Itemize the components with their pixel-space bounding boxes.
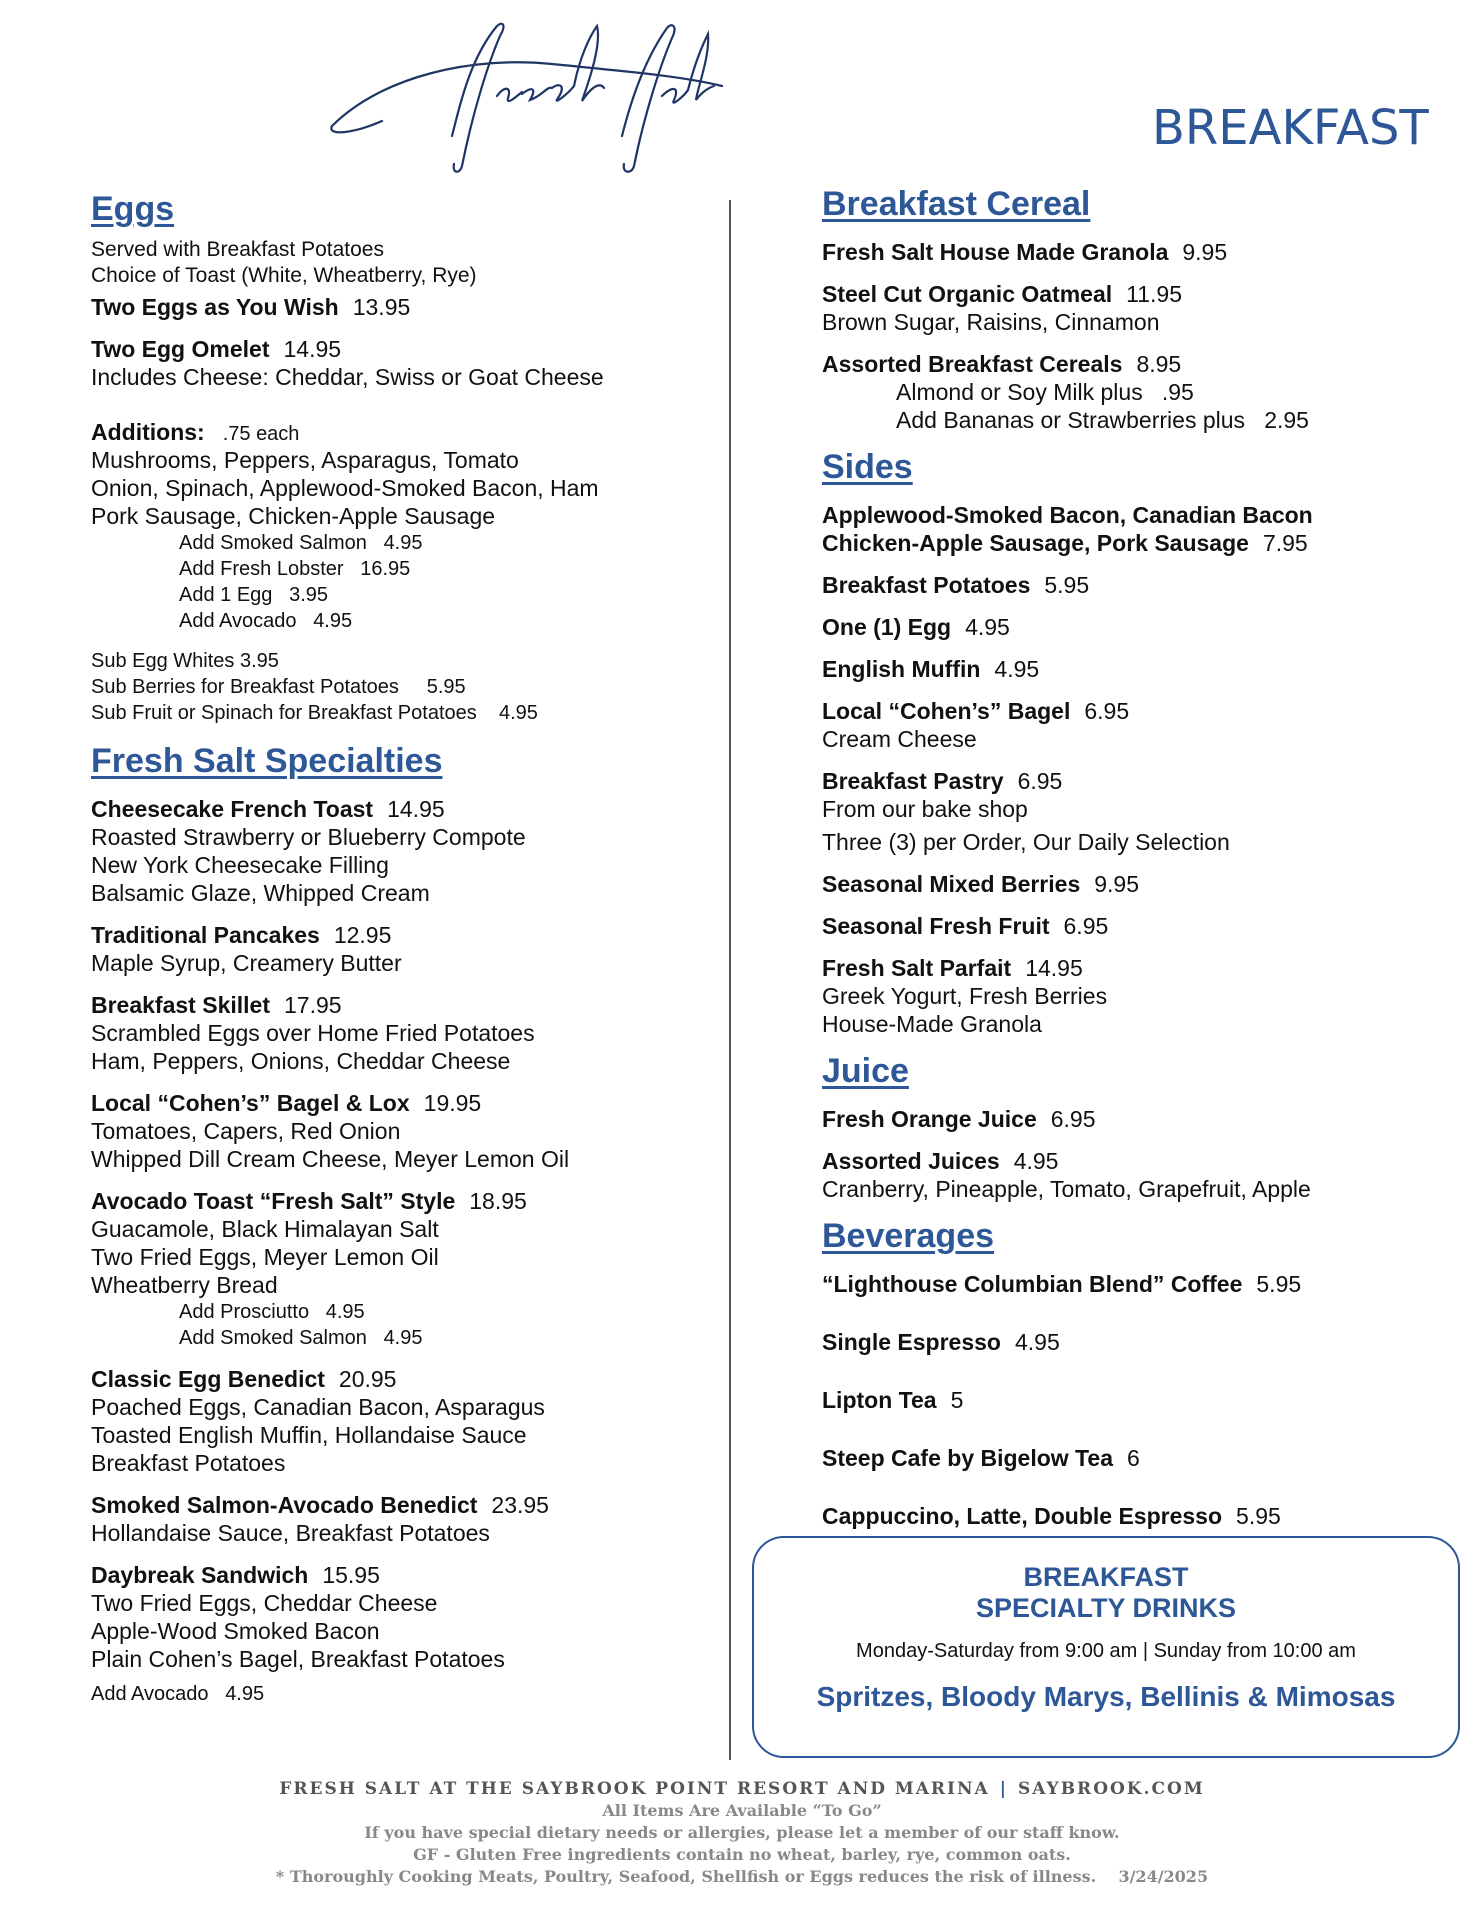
item-price: 17.95 [283, 992, 342, 1018]
menu-item [91, 921, 701, 977]
item-price: 6.95 [1084, 698, 1130, 724]
item-name: Classic Egg Benedict [91, 1366, 325, 1392]
add-on: Add Smoked Salmon 4.95 [179, 532, 423, 554]
extra-add-on: Add Avocado 4.95 [91, 1683, 265, 1705]
item-price: 20.95 [338, 1366, 397, 1392]
item-name: Avocado Toast “Fresh Salt” Style [91, 1188, 456, 1214]
item-desc: Two Fried Eggs, Cheddar Cheese [91, 1590, 438, 1616]
item-desc: Tomatoes, Capers, Red Onion [91, 1118, 401, 1144]
add-on: Add Fresh Lobster 16.95 [179, 558, 411, 580]
item-price: 8.95 [1136, 351, 1182, 377]
menu-item [822, 280, 1422, 336]
item-desc: Maple Syrup, Creamery Butter [91, 950, 402, 976]
item-price: 6.95 [1017, 768, 1063, 794]
item-name: Breakfast Pastry [822, 768, 1004, 794]
juice-heading: Juice [822, 1052, 909, 1090]
menu-item [91, 293, 701, 321]
box-drinks: Spritzes, Bloody Marys, Bellinis & Mimosas [816, 1681, 1396, 1712]
additions-line: Onion, Spinach, Applewood-Smoked Bacon, Ham [91, 475, 599, 501]
menu-item [822, 613, 1422, 641]
item-name: Fresh Salt Parfait [822, 955, 1012, 981]
item-name: Single Espresso [822, 1329, 1001, 1355]
item-name: Steel Cut Organic Oatmeal [822, 281, 1113, 307]
item-desc: Apple-Wood Smoked Bacon [91, 1618, 380, 1644]
item-name: Local “Cohen’s” Bagel & Lox [91, 1090, 410, 1116]
item-name: Steep Cafe by Bigelow Tea [822, 1445, 1113, 1471]
item-desc: Toasted English Muffin, Hollandaise Sauce [91, 1422, 527, 1448]
menu-item [822, 1270, 1422, 1298]
menu-item [822, 501, 1422, 557]
additions-label: Additions: [91, 419, 205, 445]
add-on: Almond or Soy Milk plus .95 [896, 379, 1194, 405]
item-name: Smoked Salmon-Avocado Benedict [91, 1492, 478, 1518]
box-title: SPECIALTY DRINKS [975, 1593, 1237, 1623]
item-name: Seasonal Mixed Berries [822, 871, 1081, 897]
additions-line: Mushrooms, Peppers, Asparagus, Tomato [91, 447, 519, 473]
item-name: Cheesecake French Toast [91, 796, 374, 822]
menu-item [822, 870, 1422, 898]
item-desc: Three (3) per Order, Our Daily Selection [822, 829, 1230, 855]
cereal-heading: Breakfast Cereal [822, 185, 1091, 223]
item-price: 14.95 [1025, 955, 1083, 981]
item-price: 6 [1126, 1445, 1140, 1471]
footer-warning: * Thoroughly Cooking Meats, Poultry, Seafood, Shellfish or Eggs reduces the risk of illness. [275, 1867, 1097, 1886]
item-name: English Muffin [822, 656, 981, 682]
item-desc: Breakfast Potatoes [91, 1450, 286, 1476]
menu-item [91, 1365, 701, 1477]
item-name: “Lighthouse Columbian Blend” Coffee [822, 1271, 1243, 1297]
sub-line: Sub Berries for Breakfast Potatoes 5.95 [91, 676, 466, 698]
item-price: 15.95 [322, 1562, 380, 1588]
menu-item [822, 1147, 1422, 1203]
item-desc: Wheatberry Bread [91, 1272, 278, 1298]
item-desc: Roasted Strawberry or Blueberry Compote [91, 824, 526, 850]
item-desc: New York Cheesecake Filling [91, 852, 389, 878]
item-price: 13.95 [352, 294, 411, 320]
page-title: BREAKFAST [1152, 100, 1429, 156]
menu-item [91, 991, 701, 1075]
footer-gf: GF - Gluten Free ingredients contain no wheat, barley, rye, common oats. [413, 1845, 1071, 1864]
item-desc: Hollandaise Sauce, Breakfast Potatoes [91, 1520, 490, 1546]
item-name: One (1) Egg [822, 614, 952, 640]
item-desc: Greek Yogurt, Fresh Berries [822, 983, 1108, 1009]
item-price: 5.95 [1236, 1503, 1281, 1529]
menu-item [822, 350, 1422, 434]
beverages-heading: Beverages [822, 1217, 995, 1255]
item-price: 23.95 [491, 1492, 549, 1518]
item-name: Two Eggs as You Wish [91, 294, 339, 320]
menu-item [822, 1105, 1422, 1133]
specialties-heading: Fresh Salt Specialties [91, 742, 443, 780]
item-desc: Ham, Peppers, Onions, Cheddar Cheese [91, 1048, 511, 1074]
box-title: BREAKFAST [1023, 1562, 1189, 1592]
menu-item [91, 795, 701, 907]
item-name: Breakfast Skillet [91, 992, 270, 1018]
eggs-note: Served with Breakfast Potatoes [91, 238, 384, 261]
menu-item [822, 238, 1422, 266]
item-price: 9.95 [1094, 871, 1139, 897]
sub-line: Sub Fruit or Spinach for Breakfast Potatoes 4.95 [91, 702, 538, 724]
left-column [91, 190, 701, 1707]
item-name: Daybreak Sandwich [91, 1562, 309, 1588]
item-price: 5.95 [1044, 572, 1090, 598]
menu-item [822, 954, 1422, 1038]
item-name: Chicken-Apple Sausage, Pork Sausage [822, 530, 1249, 556]
item-price: 5.95 [1256, 1271, 1302, 1297]
item-price: 18.95 [469, 1188, 527, 1214]
fresh-salt-logo [322, 16, 732, 176]
item-name: Local “Cohen’s” Bagel [822, 698, 1071, 724]
item-name: Assorted Breakfast Cereals [822, 351, 1123, 377]
footer-warning-line [0, 1866, 1484, 1888]
item-price: 4.95 [965, 614, 1010, 640]
footer-to-go: All Items Are Available “To Go” [602, 1801, 882, 1820]
sub-line: Sub Egg Whites 3.95 [91, 650, 279, 672]
add-on: Add Bananas or Strawberries plus 2.95 [896, 407, 1309, 433]
column-divider [729, 200, 731, 1760]
menu-item [822, 1444, 1422, 1472]
item-desc: Brown Sugar, Raisins, Cinnamon [822, 309, 1160, 335]
item-name: Lipton Tea [822, 1387, 937, 1413]
menu-item [822, 1502, 1422, 1530]
item-name: Traditional Pancakes [91, 922, 320, 948]
item-name: Cappuccino, Latte, Double Espresso [822, 1503, 1223, 1529]
item-price: 6.95 [1050, 1106, 1096, 1132]
menu-item [822, 655, 1422, 683]
eggs-heading: Eggs [91, 190, 175, 228]
item-desc: Poached Eggs, Canadian Bacon, Asparagus [91, 1394, 545, 1420]
menu-item [822, 767, 1422, 856]
footer-date: 3/24/2025 [1118, 1867, 1209, 1886]
right-column [822, 185, 1422, 1530]
add-on: Add Avocado 4.95 [179, 610, 353, 632]
item-price: 19.95 [423, 1090, 482, 1116]
item-name: Seasonal Fresh Fruit [822, 913, 1050, 939]
item-price: 11.95 [1126, 281, 1182, 307]
footer-venue: FRESH SALT AT THE SAYBROOK POINT RESORT AND MARINA [279, 1779, 990, 1799]
menu-item [91, 1561, 701, 1673]
footer-site: SAYBROOK.COM [1017, 1779, 1205, 1799]
item-price: 6.95 [1063, 913, 1109, 939]
additions-line: Pork Sausage, Chicken-Apple Sausage [91, 503, 496, 529]
eggs-note: Choice of Toast (White, Wheatberry, Rye) [91, 264, 477, 287]
item-desc: Scrambled Eggs over Home Fried Potatoes [91, 1020, 535, 1046]
item-desc: From our bake shop [822, 796, 1028, 822]
item-desc: Includes Cheese: Cheddar, Swiss or Goat Cheese [91, 364, 604, 390]
menu-item [91, 1187, 701, 1351]
substitutions [91, 648, 701, 726]
menu-item [822, 697, 1422, 753]
item-price: 7.95 [1262, 530, 1308, 556]
footer-allergy: If you have special dietary needs or allergies, please let a member of our staff know. [364, 1823, 1120, 1842]
item-name: Breakfast Potatoes [822, 572, 1031, 598]
additions-price: .75 each [222, 423, 300, 445]
add-on: Add Smoked Salmon 4.95 [179, 1327, 423, 1349]
menu-item [822, 1328, 1422, 1356]
menu-item [822, 1386, 1422, 1414]
specialty-drinks-box [752, 1536, 1460, 1758]
item-name: Assorted Juices [822, 1148, 1000, 1174]
footer-venue-line [0, 1778, 1484, 1800]
menu-item [91, 1089, 701, 1173]
item-desc: Two Fried Eggs, Meyer Lemon Oil [91, 1244, 439, 1270]
item-name: Applewood-Smoked Bacon, Canadian Bacon [822, 502, 1313, 528]
menu-item [822, 912, 1422, 940]
item-name: Fresh Orange Juice [822, 1106, 1037, 1132]
item-desc: House-Made Granola [822, 1011, 1042, 1037]
item-price: 5 [950, 1387, 964, 1413]
footer-separator: | [999, 1779, 1008, 1799]
item-desc: Whipped Dill Cream Cheese, Meyer Lemon Oil [91, 1146, 570, 1172]
item-name: Two Egg Omelet [91, 336, 270, 362]
additions [91, 419, 701, 634]
item-name: Fresh Salt House Made Granola [822, 239, 1169, 265]
add-on: Add 1 Egg 3.95 [179, 584, 329, 606]
item-price: 9.95 [1182, 239, 1228, 265]
item-desc: Plain Cohen’s Bagel, Breakfast Potatoes [91, 1646, 505, 1672]
menu-item [91, 1491, 701, 1547]
item-desc: Cream Cheese [822, 726, 977, 752]
item-price: 14.95 [283, 336, 342, 362]
footer [0, 1778, 1484, 1888]
item-price: 4.95 [1014, 1329, 1060, 1355]
item-price: 4.95 [1013, 1148, 1059, 1174]
box-hours: Monday-Saturday from 9:00 am | Sunday from 10:00 am [856, 1640, 1356, 1662]
item-desc: Guacamole, Black Himalayan Salt [91, 1216, 439, 1242]
item-desc: Balsamic Glaze, Whipped Cream [91, 880, 430, 906]
item-desc: Cranberry, Pineapple, Tomato, Grapefruit, Apple [822, 1176, 1311, 1202]
item-price: 12.95 [333, 922, 392, 948]
add-on: Add Prosciutto 4.95 [179, 1301, 365, 1323]
item-price: 14.95 [387, 796, 445, 822]
item-price: 4.95 [994, 656, 1040, 682]
sides-heading: Sides [822, 448, 913, 486]
menu-item [822, 571, 1422, 599]
menu-item [91, 335, 701, 391]
